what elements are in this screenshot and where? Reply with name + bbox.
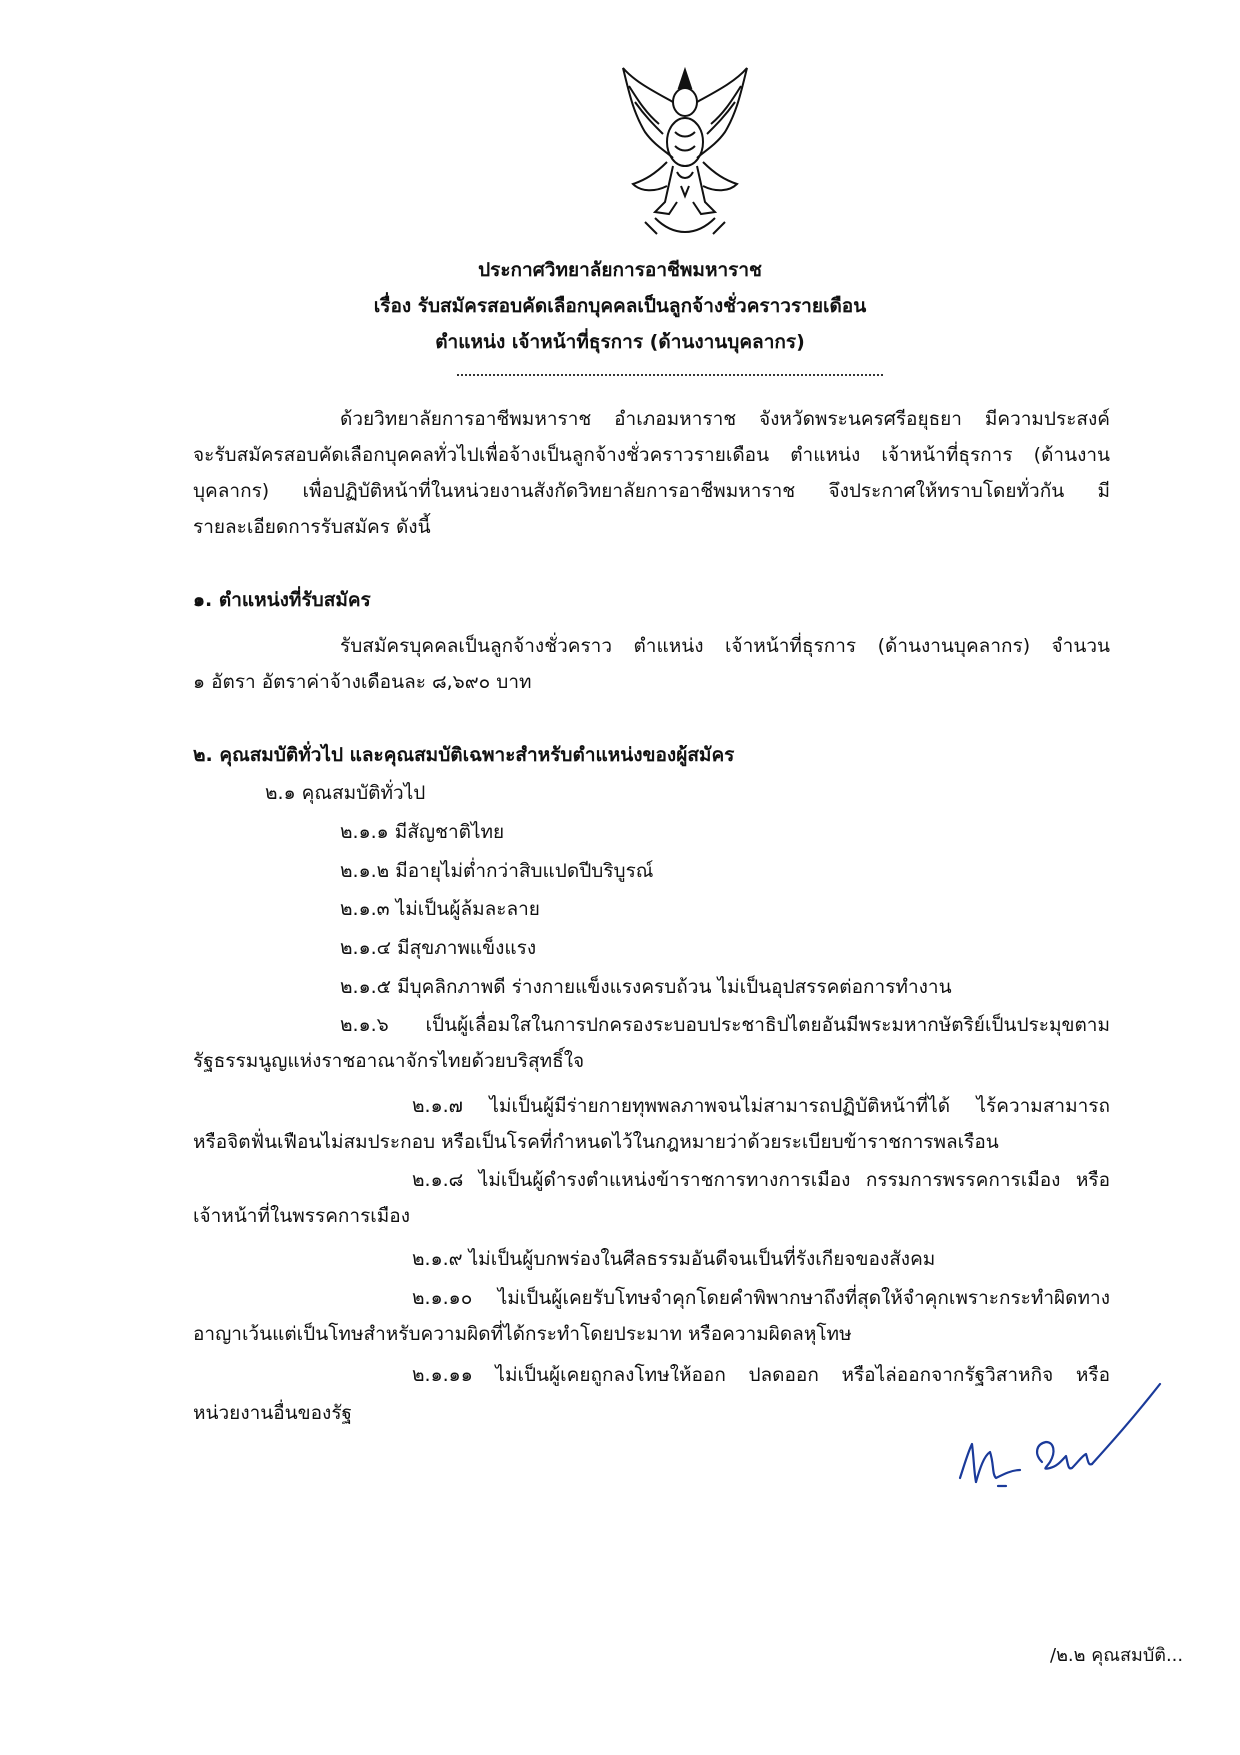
- announcement-subject: เรื่อง รับสมัครสอบคัดเลือกบุคคลเป็นลูกจ้างชั่วคราวรายเดือน: [373, 295, 867, 317]
- intro-line-3: บุคลากร) เพื่อปฏิบัติหน้าที่ในหน่วยงานสังกัดวิทยาลัยการอาชีพมหาราช จึงประกาศให้ทราบโดยทั่วกัน มี: [193, 480, 1110, 502]
- item-2-1-9: ๒.๑.๙ ไม่เป็นผู้บกพร่องในศีลธรรมอันดีจนเป็นที่รังเกียจของสังคม: [412, 1248, 936, 1270]
- item-2-1-10-line-1: ๒.๑.๑๐ ไม่เป็นผู้เคยรับโทษจำคุกโดยคำพิพากษาถึงที่สุดให้จำคุกเพราะกระทำผิดทาง: [412, 1287, 1110, 1309]
- item-2-1-4: ๒.๑.๔ มีสุขภาพแข็งแรง: [340, 937, 537, 959]
- section-1-line-1: รับสมัครบุคคลเป็นลูกจ้างชั่วคราว ตำแหน่ง เจ้าหน้าที่ธุรการ (ด้านงานบุคลากร) จำนวน: [340, 635, 1110, 657]
- item-2-1-7-line-1: ๒.๑.๗ ไม่เป็นผู้มีร่ายกายทุพพลภาพจนไม่สามารถปฏิบัติหน้าที่ได้ ไร้ความสามารถ: [412, 1095, 1110, 1117]
- item-2-1-8-line-1: ๒.๑.๘ ไม่เป็นผู้ดำรงตำแหน่งข้าราชการทางการเมือง กรรมการพรรคการเมือง หรือ: [412, 1169, 1110, 1191]
- continuation-note: /๒.๒ คุณสมบัติ...: [1050, 1645, 1184, 1666]
- item-2-1-6-line-2: รัฐธรรมนูญแห่งราชอาณาจักรไทยด้วยบริสุทธิ์ใจ: [193, 1050, 585, 1072]
- item-2-1-6-line-1: ๒.๑.๖ เป็นผู้เลื่อมใสในการปกครองระบอบประชาธิปไตยอันมีพระมหากษัตริย์เป็นประมุขตาม: [340, 1014, 1110, 1036]
- title-divider: [457, 374, 883, 376]
- announcement-position: ตำแหน่ง เจ้าหน้าที่ธุรการ (ด้านงานบุคลากร): [435, 331, 805, 353]
- item-2-1-11-line-2: หน่วยงานอื่นของรัฐ: [193, 1402, 353, 1424]
- section-1-line-2: ๑ อัตรา อัตราค่าจ้างเดือนละ ๘,๖๙๐ บาท: [193, 671, 532, 693]
- intro-line-2: จะรับสมัครสอบคัดเลือกบุคคลทั่วไปเพื่อจ้างเป็นลูกจ้างชั่วคราวรายเดือน ตำแหน่ง เจ้าหน้าที่ธุรการ (ด้านงาน: [193, 444, 1110, 466]
- item-2-1-7-line-2: หรือจิตฟั่นเฟือนไม่สมประกอบ หรือเป็นโรคที่กำหนดไว้ในกฎหมายว่าด้วยระเบียบข้าราชการพลเรือน: [193, 1131, 999, 1153]
- garuda-emblem-icon: [615, 62, 755, 240]
- item-2-1-10-line-2: อาญาเว้นแต่เป็นโทษสำหรับความผิดที่ได้กระทำโดยประมาท หรือความผิดลหุโทษ: [193, 1323, 852, 1345]
- item-2-1-5: ๒.๑.๕ มีบุคลิกภาพดี ร่างกายแข็งแรงครบถ้วน ไม่เป็นอุปสรรคต่อการทำงาน: [340, 976, 952, 998]
- item-2-1-3: ๒.๑.๓ ไม่เป็นผู้ล้มละลาย: [340, 898, 540, 920]
- item-2-1-8-line-2: เจ้าหน้าที่ในพรรคการเมือง: [193, 1205, 410, 1227]
- item-2-1-11-line-1: ๒.๑.๑๑ ไม่เป็นผู้เคยถูกลงโทษให้ออก ปลดออก หรือไล่ออกจากรัฐวิสาหกิจ หรือ: [412, 1364, 1110, 1386]
- handwritten-signature: [950, 1378, 1170, 1498]
- item-2-1-2: ๒.๑.๒ มีอายุไม่ต่ำกว่าสิบแปดปีบริบูรณ์: [340, 860, 654, 882]
- announcement-title: ประกาศวิทยาลัยการอาชีพมหาราช: [478, 259, 762, 281]
- section-1-heading: ๑. ตำแหน่งที่รับสมัคร: [193, 589, 371, 611]
- intro-line-1: ด้วยวิทยาลัยการอาชีพมหาราช อำเภอมหาราช จังหวัดพระนครศรีอยุธยา มีความประสงค์: [340, 408, 1110, 430]
- section-2-heading: ๒. คุณสมบัติทั่วไป และคุณสมบัติเฉพาะสำหรับตำแหน่งของผู้สมัคร: [193, 744, 735, 766]
- subsection-2-1: ๒.๑ คุณสมบัติทั่วไป: [265, 782, 426, 804]
- item-2-1-1: ๒.๑.๑ มีสัญชาติไทย: [340, 821, 505, 843]
- intro-line-4: รายละเอียดการรับสมัคร ดังนี้: [193, 516, 431, 538]
